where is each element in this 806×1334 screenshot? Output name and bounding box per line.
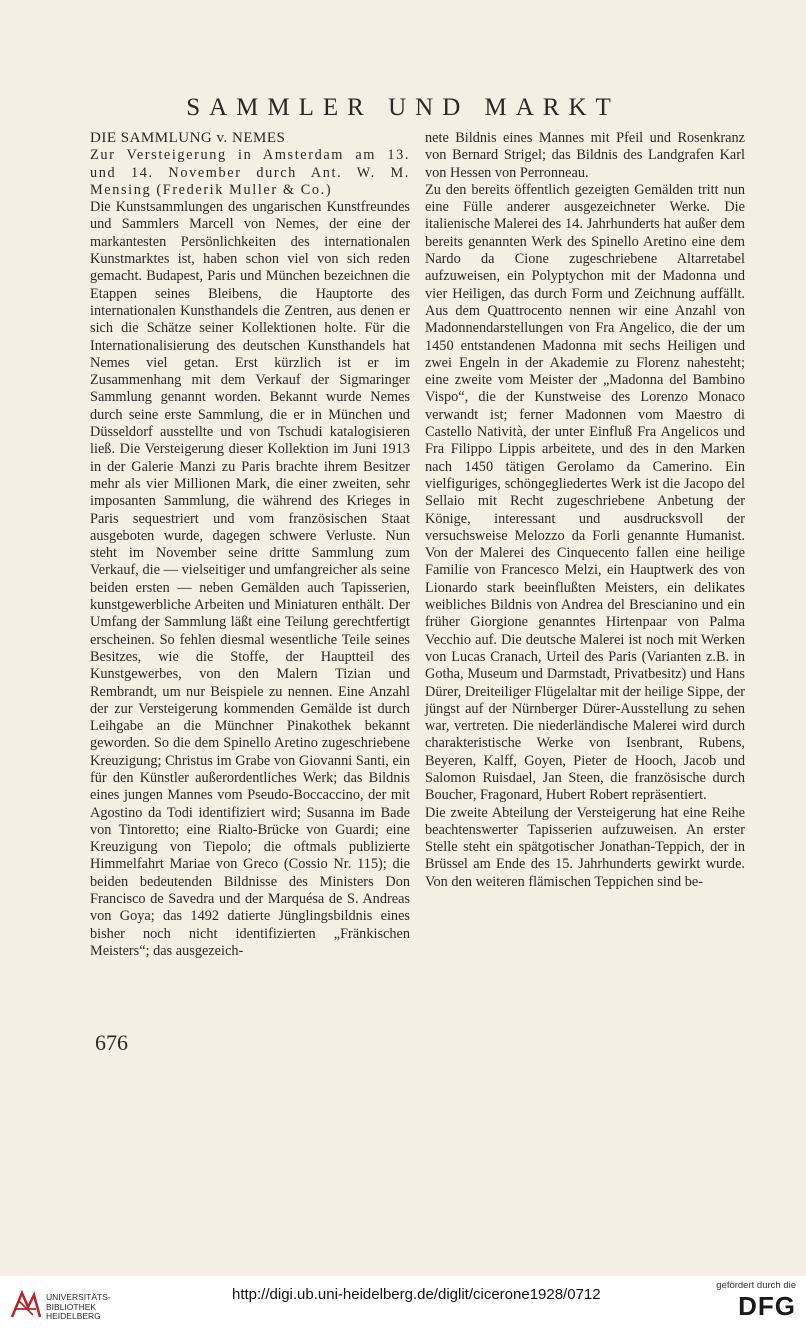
dfg-logo-icon: DFG	[738, 1291, 796, 1321]
article-title: DIE SAMMLUNG v. NEMES	[90, 130, 286, 146]
left-column	[90, 130, 410, 960]
right-column-paragraph: nete Bildnis eines Mannes mit Pfeil und Rosenkranz von Bernard Strigel; das Bildnis des Landgrafen Karl von Hessen von Perronneau.	[425, 130, 745, 181]
viewer-footer	[0, 1276, 806, 1334]
article-subtitle: Zur Versteigerung in Amsterdam am 13. und 14. November durch Ant. W. M. Mensing (Frederik Muller & Co.)	[90, 147, 410, 198]
permalink-url[interactable]: http://digi.ub.uni-heidelberg.de/diglit/cicerone1928/0712	[232, 1286, 601, 1303]
funding-caption: gefördert durch die	[716, 1280, 796, 1291]
library-name-line: BIBLIOTHEK	[46, 1301, 97, 1312]
university-library-logo[interactable]	[8, 1287, 111, 1327]
right-column-paragraph: Die zweite Abteilung der Versteigerung hat eine Reihe beachtenswerter Tapisserien aufzuweisen. An erster Stelle steht ein spätgotischer Jonathan-Teppich, der in Brüssel am Ende des 15. Jahrhunderts gewirkt wurde. Von den weiteren flämischen Teppichen sind be-	[425, 804, 745, 890]
running-head: SAMMLER UND MARKT	[186, 94, 620, 121]
right-column-paragraph: Zu den bereits öffentlich gezeigten Gemälden tritt nun eine Fülle anderer ausgezeichneter Werke. Die italienische Malerei des 14. Jahrhunderts hat außer dem bereits genannten Werk des Spinello Aretino eine dem Nardo da Cione zugeschriebene Altarretabel aufzuweisen, ein Polyptychon mit der Madonna und vier Heiligen, das durch Form und Zeichnung auffällt. Aus dem Quattrocento nennen wir eine Anzahl von Madonnendarstellungen von Fra Angelico, die der um 1450 entstandenen Madonna mit sechs Heiligen und zwei Engeln in der Akademie zu Florenz nahesteht; eine zweite vom Meister der „Madonna del Bambino Vispo“, die der Kunstweise des Lorenzo Monaco verwandt ist; ferner Madonnen vom Maestro di Castello Natività, der unter Einfluß Fra Angelicos und Fra Filippo Lippis arbeitete, und des in den Marken nach 1450 tätigen Gerolamo da Camerino. Ein vielfiguriges, schöngegliedertes Werk ist die Jacopo del Sellaio mit Recht zugeschriebene Anbetung der Könige, interessant und ausdrucksvoll der versuchsweise Melozzo da Forli genannte Humanist. Von der Malerei des Cinquecento fallen eine heilige Familie von Francesco Melzi, ein Hauptwerk des von Lionardo stark beeinflußten Meisters, ein delikates weibliches Bildnis von Andrea del Brescianino und ein früher Giorgione genanntes Hirtenpaar von Palma Vecchio auf. Die deutsche Malerei ist noch mit Werken von Lucas Cranach, Urteil des Paris (Varianten z.B. in Gotha, Museum und Darmstadt, Privatbesitz) und Hans Dürer, Dreiteiliger Flügelaltar mit der heilige Sippe, der jüngst auf der Nürnberger Dürer-Ausstellung zu sehen war, vertreten. Die niederländische Malerei wird durch charakteristische Werke von Isenbrant, Rubens, Beyeren, Kalff, Goyen, Pieter de Hooch, Jacob und Salomon Ruisdael, Jan Steen, die französische durch Boucher, Fragonard, Hubert Robert repräsentiert.	[425, 181, 745, 804]
page-number: 676	[95, 1030, 128, 1055]
library-name	[46, 1293, 111, 1322]
library-name-line: HEIDELBERG	[46, 1311, 101, 1321]
right-column	[425, 130, 745, 891]
library-emblem-icon	[8, 1287, 44, 1323]
library-name-line: UNIVERSITÄTS-	[46, 1292, 111, 1302]
dfg-funding-logo[interactable]	[716, 1280, 796, 1321]
left-column-paragraph: Die Kunstsammlungen des ungarischen Kunstfreundes und Sammlers Marcell von Nemes, der eine der markantesten Persönlichkeiten des internationalen Kunstmarktes ist, haben schon viel von sich reden gemacht. Budapest, Paris und München bezeichnen die Etappen seines Bleibens, die Hauptorte des internationalen Kunsthandels die Zentren, aus denen er sich die Schätze seiner Kollektionen holte. Für die Internationalisierung des deutschen Kunsthandels hat Nemes viel getan. Erst kürzlich ist er im Zusammenhang mit dem Verkauf der Sigmaringer Sammlung genannt worden. Bekannt wurde Nemes durch seine erste Sammlung, die er in München und Düsseldorf ausstellte und von Tschudi katalogisieren ließ. Die Versteigerung dieser Kollektion im Juni 1913 in der Galerie Manzi zu Paris brachte ihrem Besitzer mehr als vier Millionen Mark, die einer zweiten, sehr imposanten Sammlung, die während des Krieges in Paris sequestriert und vom französischen Staat ausgeboten wurde, dagegen schwere Verluste. Nun steht im November seine dritte Sammlung zum Verkauf, die — vielseitiger und umfangreicher als seine beiden ersten — neben Gemälden auch Tapisserien, kunstgewerbliche Arbeiten und Miniaturen enthält. Der Umfang der Sammlung läßt eine Teilung gerechtfertigt erscheinen. So fehlen diesmal wesentliche Teile seines Besitzes, wie die Stoffe, der Hauptteil des Kunstgewerbes, von den Malern Tizian und Rembrandt, um nur Beispiele zu nennen. Eine Anzahl der zur Versteigerung kommenden Gemälde ist durch Leihgabe an die Münchner Pinakothek bekannt geworden. So die dem Spinello Aretino zugeschriebene Kreuzigung; Christus im Grabe von Giovanni Santi, ein für den Künstler außerordentliches Werk; das Bildnis eines jungen Mannes vom Pseudo-Boccaccino, der mit Agostino da Todi identifiziert wird; Susanna im Bade von Tintoretto; eine Rialto-Brücke von Guardi; eine Kreuzigung von Tiepolo; die oftmals publizierte Himmelfahrt Mariae von Greco (Cossio Nr. 115); die beiden bedeutenden Bildnisse des Ministers Don Francisco de Savedra und der Marquésa de S. Andreas von Goya; das 1492 datierte Jünglingsbildnis eines bisher noch nicht identifizierten „Fränkischen Meisters“; das ausgezeich-	[90, 199, 410, 959]
